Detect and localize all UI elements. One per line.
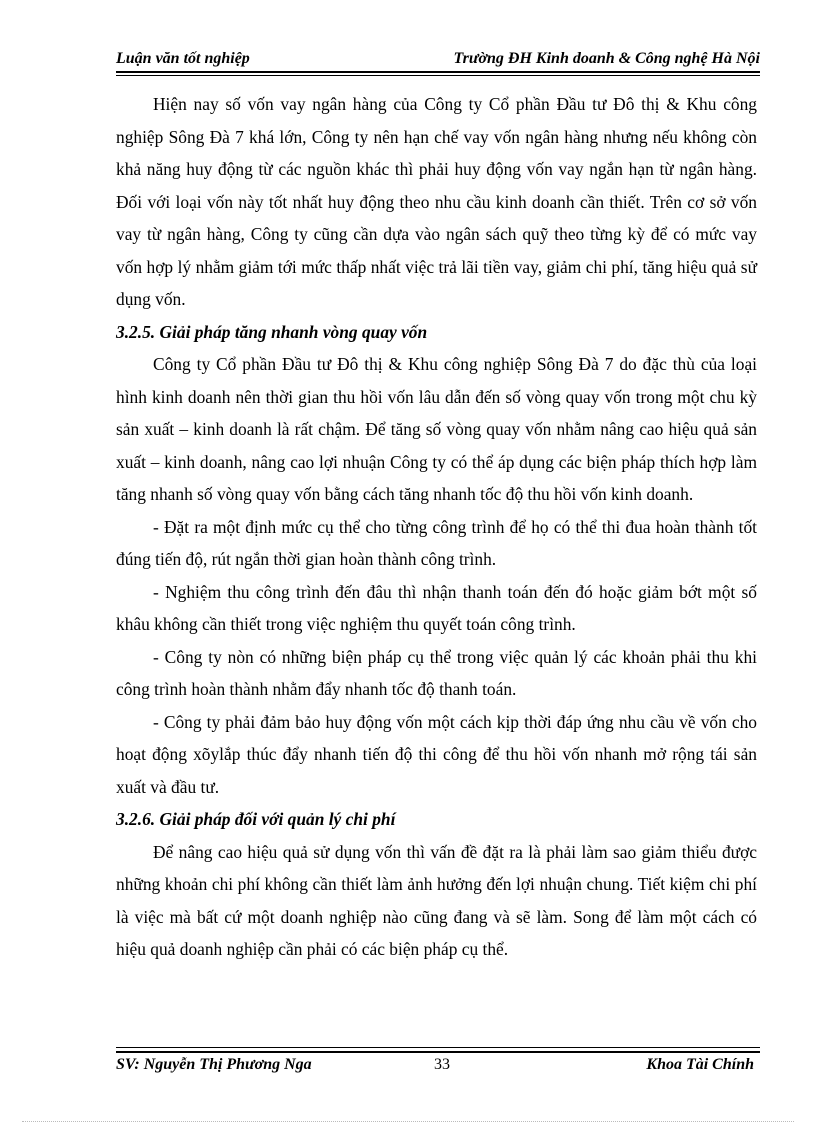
thesis-label: Luận văn tốt nghiệp — [116, 50, 250, 67]
paragraph-bank-loans: Hiện nay số vốn vay ngân hàng của Công ty Cổ phần Đầu tư Đô thị & Khu công nghiệp Sông Đà 7 khá lớn, Công ty nên hạn chế vay vốn ngân hàng nhưng nếu không còn khả năng huy động từ các nguồn khác thì phải huy động vốn vay ngắn hạn từ ngân hàng. Đối với loại vốn này tốt nhất huy động theo nhu cầu kinh doanh cần thiết. Trên cơ sở vốn vay từ ngân hàng, Công ty cũng cần dựa vào ngân sách quỹ theo từng kỳ để có mức vay vốn hợp lý nhằm giảm tới mức thấp nhất việc trả lãi tiền vay, giảm chi phí, tăng hiệu quả sử dụng vốn. — [116, 94, 757, 309]
page-header — [116, 48, 760, 72]
document-body — [116, 88, 757, 966]
bullet-capital-mobilization: - Công ty phải đảm bảo huy động vốn một cách kịp thời đáp ứng nhu cầu về vốn cho hoạt động xõylắp thúc đẩy nhanh tiến độ thi công để thu hồi vốn nhanh mở rộng tái sản xuất và đầu tư. — [116, 711, 757, 797]
faculty-name: Khoa Tài Chính — [646, 1056, 754, 1073]
page-number: 33 — [434, 1056, 450, 1073]
page-edge-divider — [22, 1121, 794, 1122]
header-rule — [116, 71, 760, 73]
page-footer — [116, 1055, 760, 1081]
section-heading-3-2-6: 3.2.6. Giải pháp đối với quản lý chi phí — [116, 809, 396, 829]
header-rule-thin — [116, 75, 760, 76]
footer-rule — [116, 1051, 760, 1053]
student-name: SV: Nguyễn Thị Phương Nga — [116, 1056, 312, 1073]
paragraph-capital-turnover: Công ty Cổ phần Đầu tư Đô thị & Khu công nghiệp Sông Đà 7 do đặc thù của loại hình kinh doanh nên thời gian thu hồi vốn lâu dẫn đến số vòng quay vốn trong một chu kỳ sản xuất – kinh doanh là rất chậm. Để tăng số vòng quay vốn nhằm nâng cao hiệu quả sản xuất – kinh doanh, nâng cao lợi nhuận Công ty có thể áp dụng các biện pháp thích hợp làm tăng nhanh số vòng quay vốn bằng cách tăng nhanh tốc độ thu hồi vốn kinh doanh. — [116, 354, 757, 504]
university-name: Trường ĐH Kinh doanh & Công nghệ Hà Nội — [453, 50, 760, 67]
bullet-receivables: - Công ty nòn có những biện pháp cụ thể trong việc quản lý các khoản phải thu khi công trình hoàn thành nhằm đẩy nhanh tốc độ thanh toán. — [116, 646, 757, 699]
paragraph-cost-management: Để nâng cao hiệu quả sử dụng vốn thì vấn đề đặt ra là phải làm sao giảm thiểu được những khoản chi phí không cần thiết làm ảnh hưởng đến lợi nhuận chung. Tiết kiệm chi phí là việc mà bất cứ một doanh nghiệp nào cũng đang và sẽ làm. Song để làm một cách có hiệu quả doanh nghiệp cần phải có các biện pháp cụ thể. — [116, 841, 757, 959]
bullet-acceptance: - Nghiệm thu công trình đến đâu thì nhận thanh toán đến đó hoặc giảm bớt một số khâu không cần thiết trong việc nghiệm thu quyết toán công trình. — [116, 581, 757, 634]
bullet-quota: - Đặt ra một định mức cụ thể cho từng công trình để họ có thể thi đua hoàn thành tốt đúng tiến độ, rút ngắn thời gian hoàn thành công trình. — [116, 516, 757, 569]
section-heading-3-2-5: 3.2.5. Giải pháp tăng nhanh vòng quay vốn — [116, 321, 428, 342]
footer-rule-thin — [116, 1047, 760, 1048]
